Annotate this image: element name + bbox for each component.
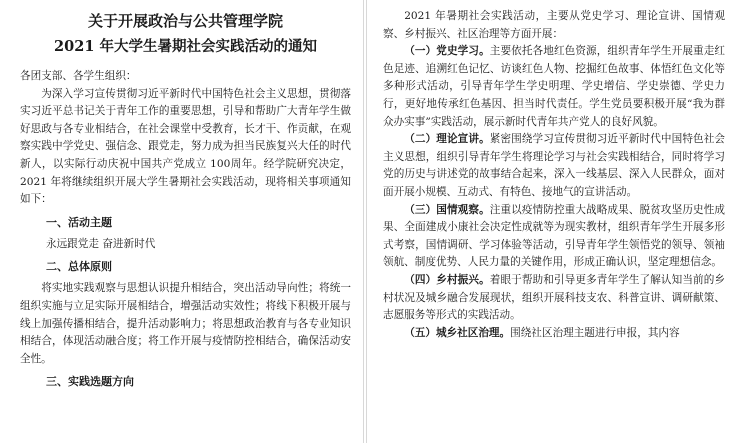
item-rural-revitalization-body: 着眼于帮助和引导更多青年学生了解认知当前的乡村状况及城乡融合发展现状，组织开展科技支农、科普宣讲、调研献策、志愿服务等形式的实践活动。 <box>383 273 725 322</box>
item-theory-lecture-head: （二）理论宣讲。 <box>404 133 490 146</box>
right-document-page <box>366 0 739 443</box>
item-rural-revitalization <box>383 272 725 325</box>
item-community-governance-head: （五）城乡社区治理。 <box>404 326 511 339</box>
item-theory-lecture-body: 紧密围绕学习宣传贯彻习近平新时代中国特色社会主义思想，组织引导青年学生将理论学习与社会实践相结合，同时将学习党的历史与讲述党的故事结合起来，深入一线基层、深入人民群众，面对面开展小规模、互动式、有特色、接地气的宣讲活动。 <box>383 133 725 198</box>
greeting: 各团支部、各学生组织： <box>20 70 137 82</box>
intro-paragraph: 为深入学习宣传贯彻习近平新时代中国特色社会主义思想，贯彻落实习近平总书记关于青年工作的重要思想，引导和帮助广大青年学生做好思政与各专业相结合，在社会课堂中受教育，长才干、作贡献，在观察实践中学党史、强信念、跟党走，努力成为担当民族复兴大任的时代新人，以实际行动庆祝中国共产党成立 100周年。经学院研究决定，2021 年将继续组织开展大学生暑期社会实践活动，现将相关事项通知如下： <box>20 87 351 206</box>
item-party-history-body: 主要依托各地红色资源，组织青年学生开展重走红色足迹、追溯红色记忆、访谈红色人物、挖掘红色故事、体悟红色文化等多种形式活动，引导青年学生学史明理、学史增信、学史崇德、学史力行，更好地传承红色基因、担当时代责任。学生党员要积极开展“我为群众办实事”实践活动，展示新时代青年共产党人的良好风貌。 <box>383 45 725 128</box>
left-document-page <box>0 0 364 443</box>
section1-title: 一、活动主题 <box>46 215 112 229</box>
item-national-observation-head: （三）国情观察。 <box>404 203 490 216</box>
document-title-line2: 2021 年大学生暑期社会实践活动的通知 <box>54 38 317 55</box>
section1-text: 永远跟党走 奋进新时代 <box>46 237 156 250</box>
item-national-observation <box>383 202 725 272</box>
section2-title: 二、总体原则 <box>46 260 112 274</box>
section3-title: 三、实践选题方向 <box>46 375 134 389</box>
item-rural-revitalization-head: （四）乡村振兴。 <box>404 273 490 286</box>
section2-text: 将实地实践观察与思想认识提升相结合，突出活动导向性；将统一组织实施与立足实际开展相结合，增强活动实效性；将线下积极开展与线上加强传播相结合，提升活动影响力；将思想政治教育与各专业知识相结合，体现活动融合度；将工作开展与疫情防控相结合，确保活动安全性。 <box>20 282 351 365</box>
document-title-line1: 关于开展政治与公共管理学院 <box>87 12 283 30</box>
item-party-history <box>383 43 725 131</box>
item-community-governance-body: 围绕社区治理主题进行申报，其内容 <box>510 326 680 339</box>
item-party-history-head: （一）党史学习。 <box>404 45 490 58</box>
item-community-governance <box>383 325 725 343</box>
right-intro-paragraph: 2021 年暑期社会实践活动，主要从党史学习、理论宣讲、国情观察、乡村振兴、社区治理等方面开展： <box>383 10 725 40</box>
item-national-observation-body: 注重以疫情防控重大战略成果、脱贫攻坚历史性成果、全面建成小康社会决定性成就等为现实教材，组织青年学生开展多形式考察，国情调研、学习体验等活动，引导青年学生领悟党的领导、领袖领航、制度优势、人民力量的关键作用，形成正确认识，坚定理想信念。 <box>383 203 725 269</box>
item-theory-lecture <box>383 131 725 201</box>
